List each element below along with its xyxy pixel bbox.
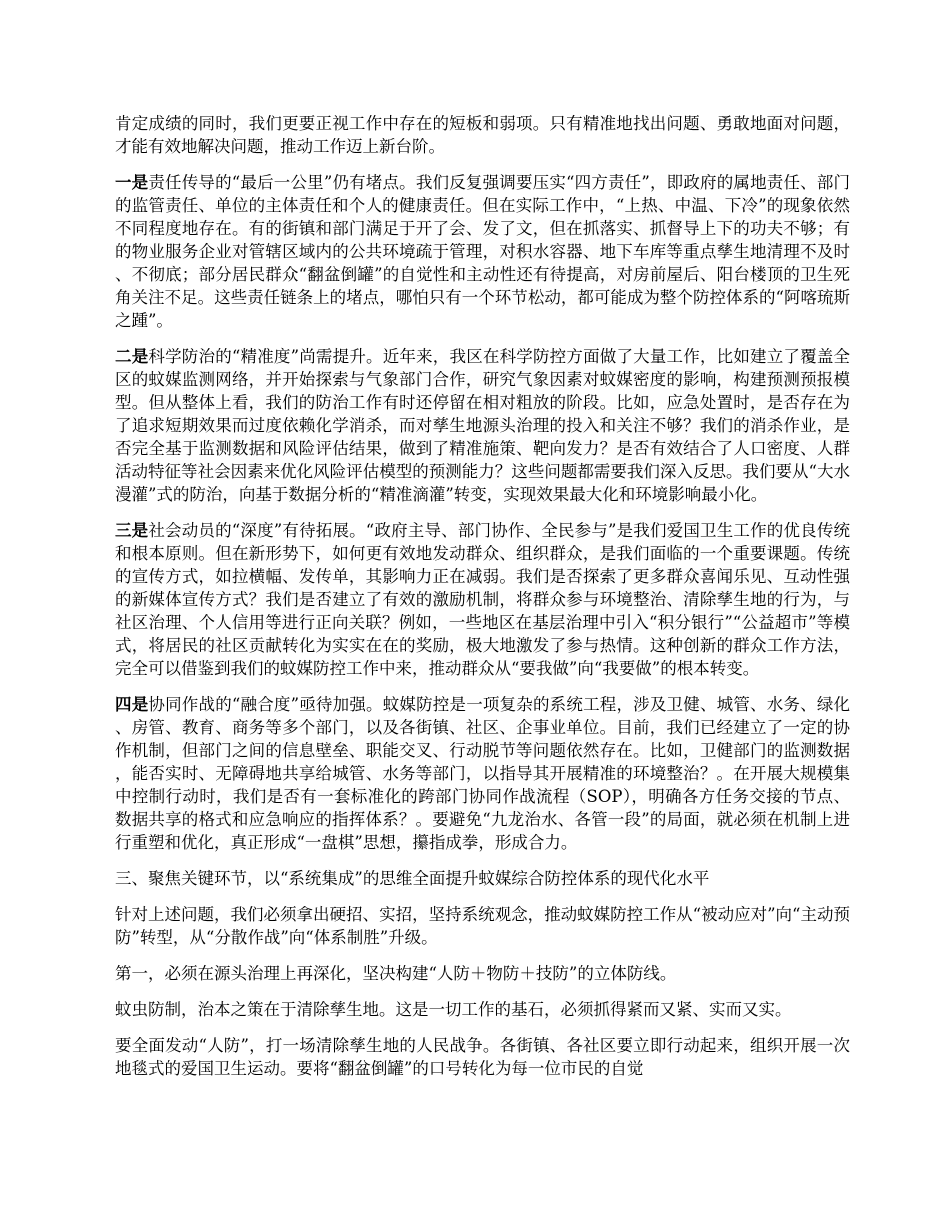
paragraph-text: 责任传导的“最后一公里”仍有堵点。我们反复强调要压实“四方责任”，即政府的属地责任、部门的监管责任、单位的主体责任和个人的健康责任。但在实际工作中，“上热、中温、下冷”的现象依然不同程度地存在。有的街镇和部门满足于开了会、发了文，但在抓落实、抓督导上下的功夫不够；有的物业服务企业对管辖区域内的公共环境疏于管理，对积水容器、地下车库等重点孳生地清理不及时、不彻底；部分居民群众“翻盆倒罐”的自觉性和主动性还有待提高，对房前屋后、阳台楼顶的卫生死角关注不足。这些责任链条上的堵点，哪怕只有一个环节松动，都可能成为整个防控体系的“阿喀琉斯之踵”。 — [115, 173, 850, 330]
paragraph-overview — [115, 903, 850, 949]
paragraph-point-two — [115, 345, 850, 506]
paragraph-point-three — [115, 519, 850, 680]
paragraph-text: 社会动员的“深度”有待拓展。“政府主导、部门协作、全民参与”是我们爱国卫生工作的优良传统和根本原则。但在新形势下，如何更有效地发动群众、组织群众，是我们面临的一个重要课题。传统的宣传方式，如拉横幅、发传单，其影响力正在减弱。我们是否探索了更多群众喜闻乐见、互动性强的新媒体宣传方式？我们是否建立了有效的激励机制，将群众参与环境整治、清除孳生地的行为，与社区治理、个人信用等进行正向关联？例如，一些地区在基层治理中引入“积分银行”“公益超市”等模式，将居民的社区贡献转化为实实在在的奖励，极大地激发了参与热情。这种创新的群众工作方法，完全可以借鉴到我们的蚊媒防控工作中来，推动群众从“要我做”向“我要做”的根本转变。 — [115, 521, 850, 678]
paragraph-source-control — [115, 998, 850, 1021]
paragraph-first-measure — [115, 962, 850, 985]
paragraph-text: 蚊虫防制，治本之策在于清除孳生地。这是一切工作的基石，必须抓得紧而又紧、实而又实。 — [115, 1000, 792, 1019]
paragraph-text: 要全面发动“人防”，打一场清除孳生地的人民战争。各街镇、各社区要立即行动起来，组织开展一次地毯式的爱国卫生运动。要将“翻盆倒罐”的口号转化为每一位市民的自觉 — [115, 1036, 850, 1078]
paragraph-text: 肯定成绩的同时，我们更要正视工作中存在的短板和弱项。只有精准地找出问题、勇敢地面对问题，才能有效地解决问题，推动工作迈上新台阶。 — [115, 114, 850, 156]
paragraph-lead: 一是 — [115, 173, 149, 192]
paragraph-text: 协同作战的“融合度”亟待加强。蚊媒防控是一项复杂的系统工程，涉及卫健、城管、水务、绿化、房管、教育、商务等多个部门，以及各街镇、社区、企事业单位。目前，我们已经建立了一定的协作机制，但部门之间的信息壁垒、职能交叉、行动脱节等问题依然存在。比如，卫健部门的监测数据，能否实时、无障碍地共享给城管、水务等部门，以指导其开展精准的环境整治？。在开展大规模集中控制行动时，我们是否有一套标准化的跨部门协同作战流程（SOP），明确各方任务交接的节点、数据共享的格式和应急响应的指挥体系？。要避免“九龙治水、各管一段”的局面，就必须在机制上进行重塑和优化，真正形成“一盘棋”思想，攥指成拳，形成合力。 — [115, 695, 851, 852]
paragraph-lead: 四是 — [115, 695, 149, 714]
paragraph-text: 科学防治的“精准度”尚需提升。近年来，我区在科学防控方面做了大量工作，比如建立了覆盖全区的蚊媒监测网络，并开始探索与气象部门合作，研究气象因素对蚊媒密度的影响，构建预测预报模型。但从整体上看，我们的防治工作有时还停留在相对粗放的阶段。比如，应急处置时，是否存在为了追求短期效果而过度依赖化学消杀，而对孳生地源头治理的投入和关注不够？我们的消杀作业，是否完全基于监测数据和风险评估结果，做到了精准施策、靶向发力？是否有效结合了人口密度、人群活动特征等社会因素来优化风险评估模型的预测能力？这些问题都需要我们深入反思。我们要从“大水漫灌”式的防治，向基于数据分析的“精准滴灌”转变，实现效果最大化和环境影响最小化。 — [115, 347, 851, 504]
paragraph-text: 针对上述问题，我们必须拿出硬招、实招，坚持系统观念，推动蚊媒防控工作从“被动应对”向“主动预防”转型，从“分散作战”向“体系制胜”升级。 — [115, 905, 850, 947]
paragraph-intro — [115, 112, 850, 158]
paragraph-point-four — [115, 693, 850, 854]
paragraph-lead: 二是 — [115, 347, 149, 366]
paragraph-text: 三、聚焦关键环节，以“系统集成”的思维全面提升蚊媒综合防控体系的现代化水平 — [115, 869, 710, 888]
paragraph-text: 第一，必须在源头治理上再深化，坚决构建“人防＋物防＋技防”的立体防线。 — [115, 964, 677, 983]
paragraph-mobilization — [115, 1034, 850, 1080]
document-page — [115, 112, 850, 1093]
section-heading — [115, 867, 850, 890]
paragraph-lead: 三是 — [115, 521, 149, 540]
paragraph-point-one — [115, 171, 850, 332]
